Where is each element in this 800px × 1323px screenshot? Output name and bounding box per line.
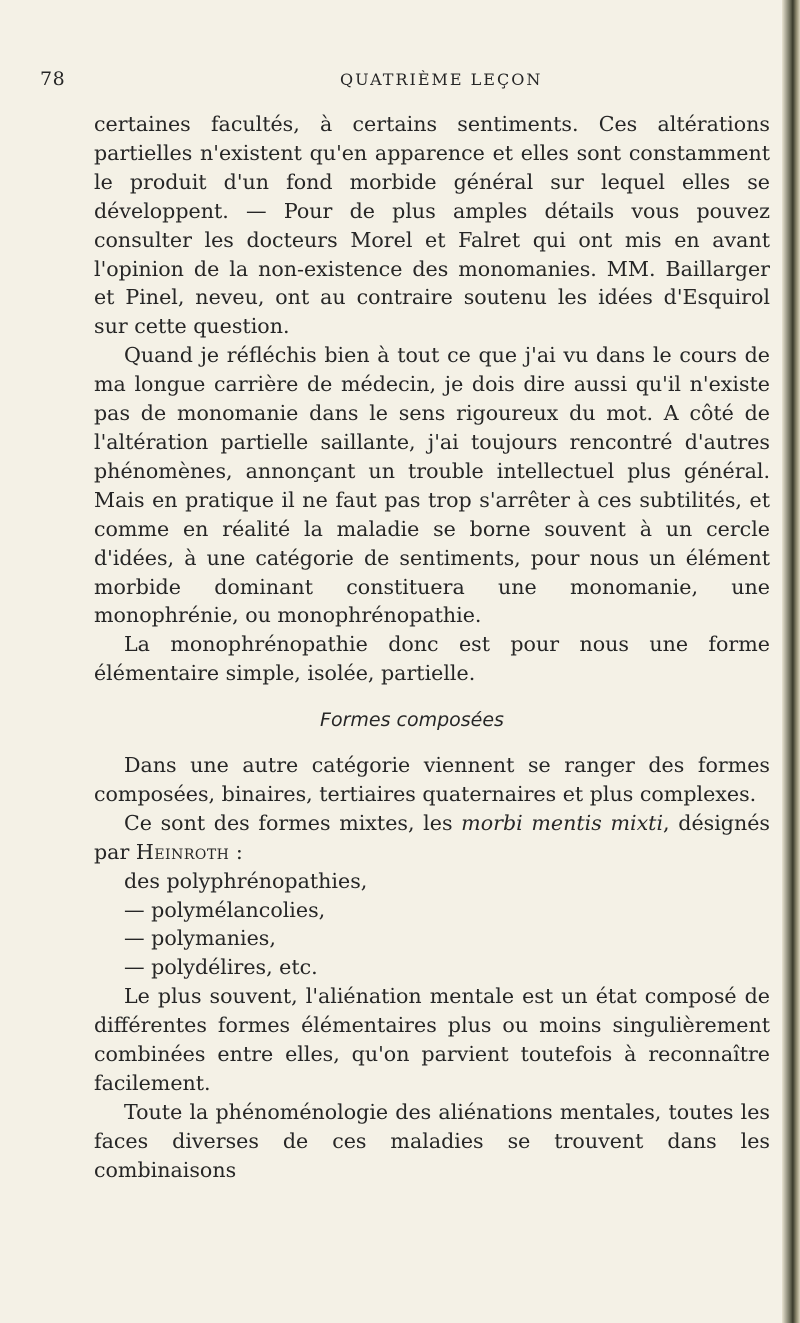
paragraph-4: Dans une autre catégorie viennent se ranger des formes composées, binaires, tertiaires quaternaires et plus complexes. [94,753,770,806]
paragraph-5-end: : [229,839,243,864]
list-item: — polymélancolies, [124,897,326,922]
list-item: des polyphrénopathies, [124,868,368,893]
page-edge-shadow [782,0,800,1323]
paragraph-6: Le plus souvent, l'aliénation mentale est un état composé de différentes formes élémentaires plus ou moins singulièrement combinées entre elles, qu'on parvient toutefois à reconnaître facilement. [94,984,770,1095]
paragraph-2: Quand je réfléchis bien à tout ce que j'ai vu dans le cours de ma longue carrière de médecin, je dois dire aussi qu'il n'existe pas de monomanie dans le sens rigoureux du mot. A côté de l'altération partielle saillante, j'ai toujours rencontré d'autres phénomènes, annonçant un trouble intellectuel plus général. Mais en pratique il ne faut pas trop s'arrêter à ces subtilités, et comme en réalité la maladie se borne souvent à un cercle d'idées, à une catégorie de sentiments, pour nous un élément morbide dominant constituera une monomanie, une monophrénie, ou monophrénopathie. [94,343,770,628]
paragraph-5-text-2: , désignés par [94,810,770,864]
running-head: QUATRIÈME LEÇON [340,70,543,89]
paragraph-3: La monophrénopathie donc est pour nous une forme élémentaire simple, isolée, partielle. [94,632,770,686]
paragraph-1: certaines facultés, à certains sentiments. Ces altérations partielles n'existent qu'en apparence et elles sont constamment le produit d'un fond morbide général sur lequel elles se développent. — Pour de plus amples détails vous pouvez consulter les docteurs Morel et Falret qui ont mis en avant l'opinion de la non-existence des monomanies. MM. Baillarger et Pinel, neveu, ont au contraire soutenu les idées d'Esquirol sur cette question. [94,112,770,339]
paragraph-7: Toute la phénoménologie des aliénations mentales, toutes les faces diverses de ces maladies se trouvent dans les combinaisons [94,1099,770,1182]
paragraph-5-text: Ce sont des formes mixtes, les [124,810,462,835]
page-number: 78 [40,68,66,90]
section-heading: Formes composées [320,709,504,732]
list-item: — polydélires, etc. [124,955,318,980]
page-header [40,68,760,96]
list-item: — polymanies, [124,926,276,951]
author-name: Heinroth [135,839,230,864]
page-body [94,110,770,1185]
forms-list [94,867,770,983]
paragraph-5 [94,809,770,867]
latin-term: morbi mentis mixti [461,810,664,835]
